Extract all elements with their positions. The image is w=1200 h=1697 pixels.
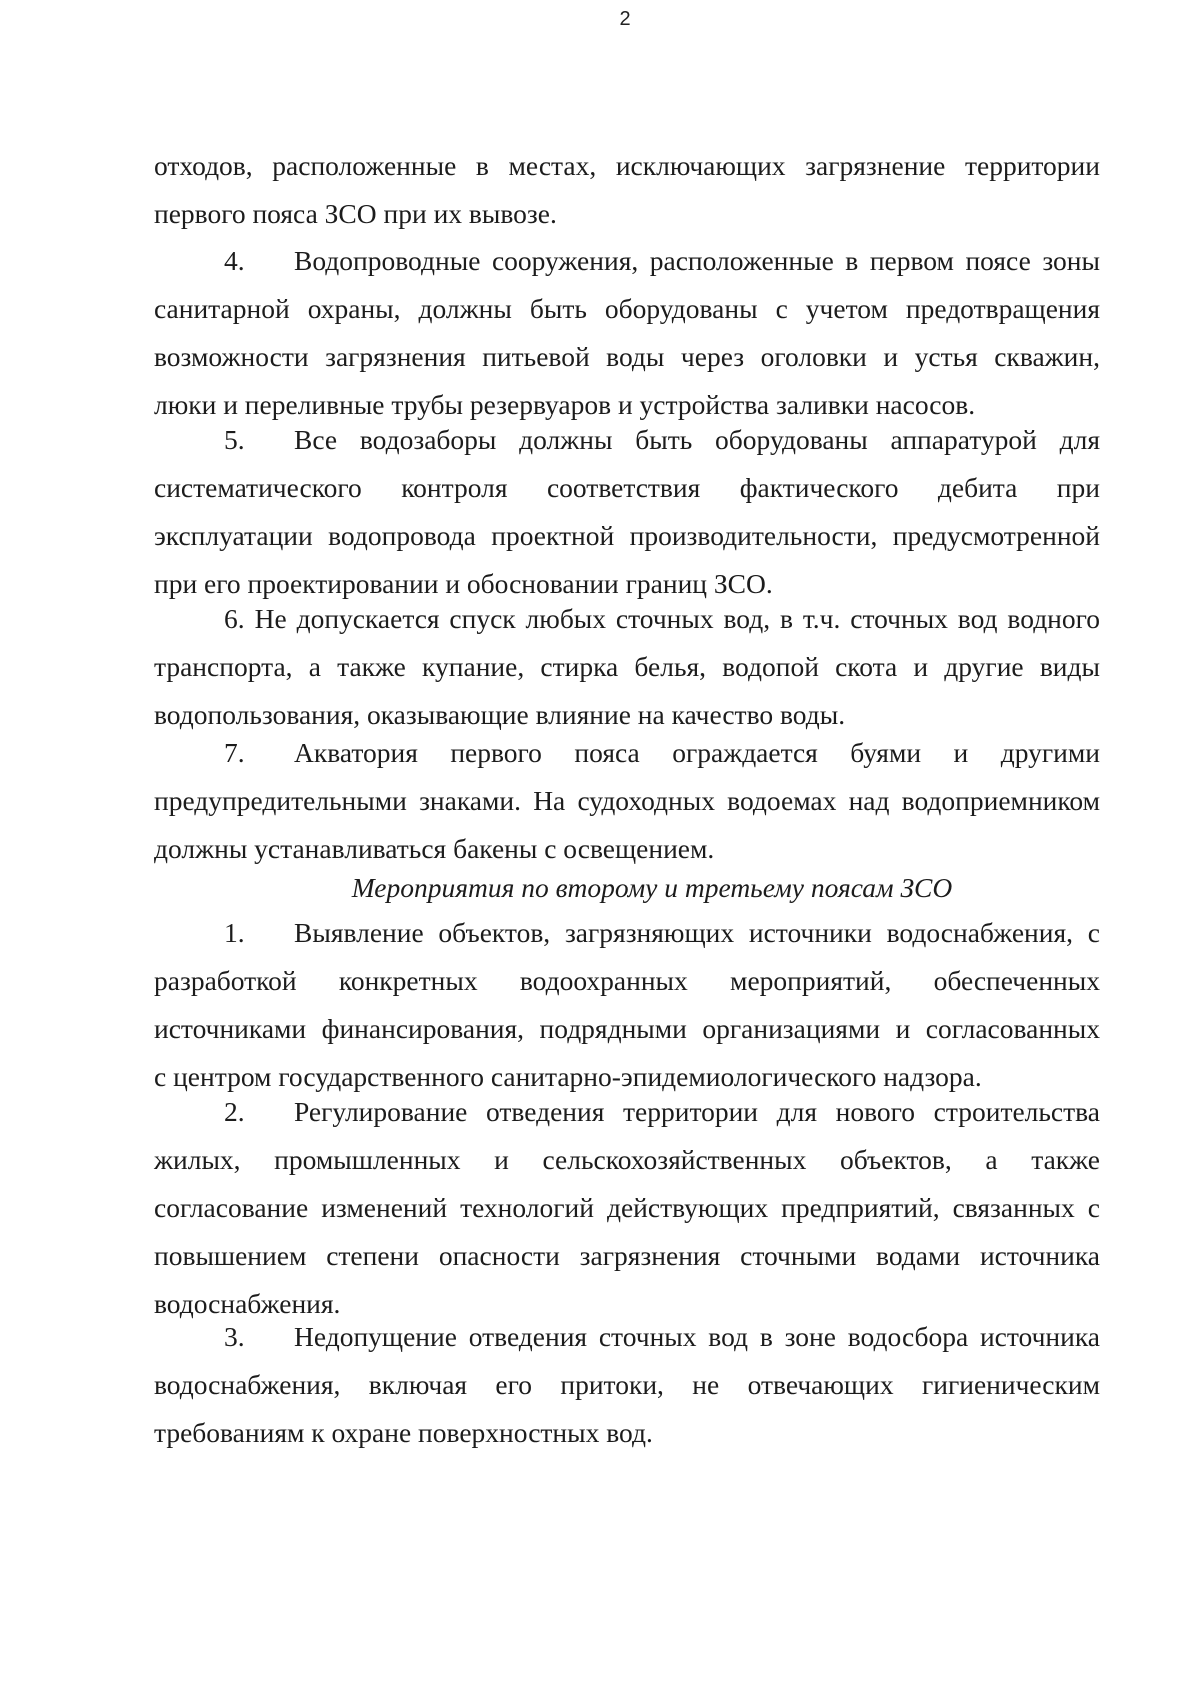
item-6 <box>154 595 1100 739</box>
item-number: 4. <box>224 245 245 276</box>
text-line: первого пояса ЗСО при их вывозе. <box>154 198 557 229</box>
item-first-line: Выявление объектов, загрязняющих источники водоснабжения, с <box>294 917 1100 948</box>
item-first-line: Недопущение отведения сточных вод в зоне водосбора источника <box>294 1321 1100 1352</box>
text-line <box>154 237 1100 285</box>
text-line: транспорта, а также купание, стирка белья, водопой скота и другие виды <box>154 651 1100 682</box>
item-number: 6. <box>224 603 245 634</box>
text-line: повышением степени опасности загрязнения сточными водами источника <box>154 1240 1100 1271</box>
item-number: 7. <box>224 737 245 768</box>
text-line: санитарной охраны, должны быть оборудованы с учетом предотвращения <box>154 293 1100 324</box>
text-line: водоснабжения. <box>154 1288 341 1319</box>
item-first-line: Не допускается спуск любых сточных вод, в т.ч. сточных вод водного <box>254 603 1100 634</box>
text-line <box>154 1088 1100 1136</box>
item-number: 2. <box>224 1096 245 1127</box>
text-line: отходов, расположенные в местах, исключающих загрязнение территории <box>154 150 1100 181</box>
text-line: источниками финансирования, подрядными организациями и согласованных <box>154 1013 1100 1044</box>
text-line: с центром государственного санитарно-эпидемиологического надзора. <box>154 1061 982 1092</box>
text-line: предупредительными знаками. На судоходных водоемах над водоприемником <box>154 785 1100 816</box>
text-line <box>154 729 1100 777</box>
text-line: водоснабжения, включая его притоки, не отвечающих гигиеническим <box>154 1369 1100 1400</box>
item-first-line: Все водозаборы должны быть оборудованы аппаратурой для <box>294 424 1100 455</box>
page-number: 2 <box>619 8 631 30</box>
item-first-line: Регулирование отведения территории для нового строительства <box>294 1096 1100 1127</box>
text-line <box>154 909 1100 957</box>
text-line <box>154 416 1100 464</box>
text-line <box>154 595 1100 643</box>
text-line: требованиям к охране поверхностных вод. <box>154 1417 653 1448</box>
text-line: водопользования, оказывающие влияние на качество воды. <box>154 699 846 730</box>
section-heading-block <box>154 864 1100 912</box>
text-line: должны устанавливаться бакены с освещением. <box>154 833 715 864</box>
measure-1 <box>154 909 1100 1101</box>
text-line: при его проектировании и обосновании границ ЗСО. <box>154 568 773 599</box>
item-7 <box>154 729 1100 873</box>
text-line: систематического контроля соответствия фактического дебита при <box>154 472 1100 503</box>
item-first-line: Акватория первого пояса ограждается буями и другими <box>294 737 1100 768</box>
item-5 <box>154 416 1100 608</box>
text-line: жилых, промышленных и сельскохозяйственных объектов, а также <box>154 1144 1100 1175</box>
item-number: 5. <box>224 424 245 455</box>
item-4 <box>154 237 1100 429</box>
section-heading: Мероприятия по второму и третьему поясам ЗСО <box>351 872 953 903</box>
text-line: согласование изменений технологий действующих предприятий, связанных с <box>154 1192 1100 1223</box>
item-number: 1. <box>224 917 245 948</box>
measure-3 <box>154 1313 1100 1457</box>
item-first-line: Водопроводные сооружения, расположенные в первом поясе зоны <box>294 245 1100 276</box>
text-line: эксплуатации водопровода проектной производительности, предусмотренной <box>154 520 1100 551</box>
text-line: возможности загрязнения питьевой воды через оголовки и устья скважин, <box>154 341 1100 372</box>
text-line <box>154 1313 1100 1361</box>
text-line: разработкой конкретных водоохранных мероприятий, обеспеченных <box>154 965 1100 996</box>
paragraph-continuation <box>154 142 1100 238</box>
text-line: люки и переливные трубы резервуаров и устройства заливки насосов. <box>154 389 976 420</box>
item-number: 3. <box>224 1321 245 1352</box>
measure-2 <box>154 1088 1100 1328</box>
